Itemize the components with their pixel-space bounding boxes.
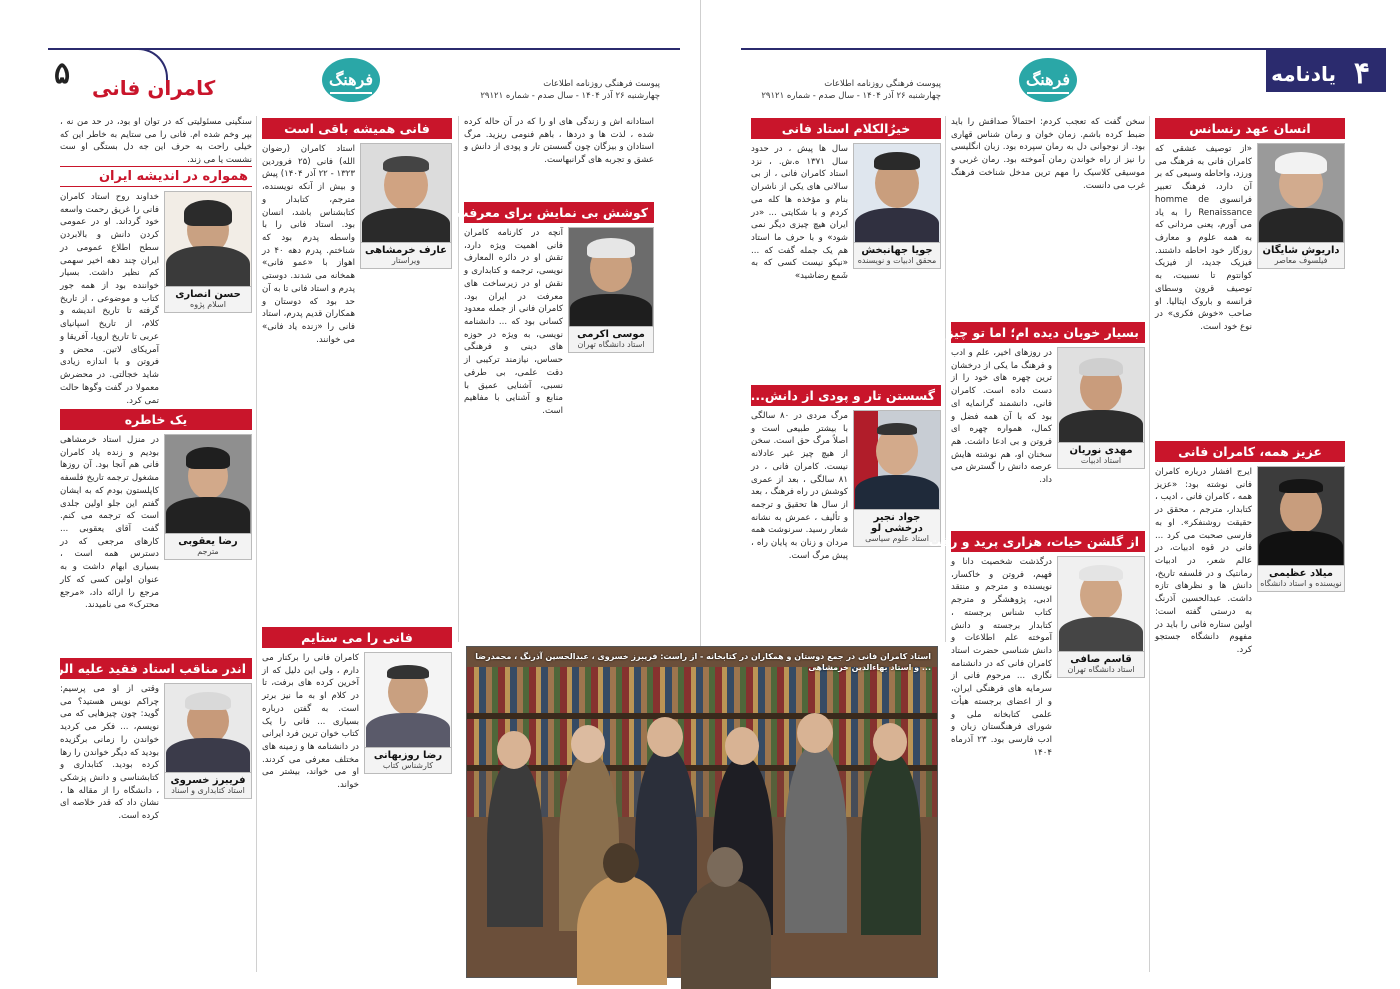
- issue-line-2: چهارشنبه ۲۶ آذر ۱۴۰۴ - سال صدم - شماره ۲۹۱۲۱: [480, 91, 660, 102]
- portrait-photo: [853, 410, 941, 510]
- portrait-caption: [1057, 443, 1145, 469]
- person-name: رضا یعقوبی: [178, 536, 238, 547]
- article-title: فانی را می ستایم: [262, 627, 452, 648]
- col2-intro: سخن گفت که تعجب کردم: احتمالاً صداقش را باید ضبط کرده باشم. زمان خوان و رمان شناس قهاری بود. از نوجوانی دل به رمان سپرده بود. زبان انگلیسی را نیز از راه خواندن رمان آموخته بود. رمان غربی و موسیقی کلاسیک را مهم ترین مدخل شناخت فرهنگ غرب می دانست.: [951, 117, 1145, 191]
- person-name: حسن انصاری: [175, 289, 241, 300]
- col3-intro: استادانه اش و زندگی های او را که در آن حاله کرده شده ، لذت ها و دردها ، باهم فنومی ریزید. مرگ استادان و بیزگان چون گسستن تار و پودی از دانش و عشق و تجربه های گرانبهاست.: [464, 117, 654, 166]
- person-role: ویراستار: [391, 256, 421, 265]
- article-title: اندر مناقب استاد فقید علیه الرحمه...: [60, 658, 252, 679]
- portrait-caption: [164, 773, 252, 799]
- col1-intro: سنگینی مسئولیتی که در توان او بود، در حد من نه ، بپر وخم شده ام. فانی را می ستایم به خاطر این که خیلی راحت به حرف این جه دل بستگی او ست نشست یا می زند.: [60, 117, 252, 166]
- right-column-2: [898, 116, 1145, 766]
- portrait-caption: [568, 327, 654, 353]
- person-name: رضا روزبهانی: [373, 750, 443, 761]
- person-role: استاد کتابداری و اسناد: [171, 786, 245, 795]
- article-body: کامران فانی را برکنار می دارم ، ولی این دلیل که از آخرین کرده های برفت، تا در کلام او به ما نیز برتر است. به گفتن درباره بسیاری ... فانی را یک کتاب خوان ترین فرد ایرانی در دانشنامه ها و زمینه های مختلف معرفی می کردند. او می خواند، بیشتر می خواند.: [262, 653, 359, 791]
- article-body: خداوند روح استاد کامران فانی را غریق رحمت واسعه خود گرداند. او در عمومی کردن دانش و بالابردن سطح اطلاع عمومی در ایران چند دهه اخیر سهمی کم نظیر داشت. بسیار خواننده بود از همه جور کتاب و موضوعی ، از تاریخ گرفته تا تاریخ اندیشه و کلام، از تاریخ اسپانیای عربی تا تاریخ اروپا، آفریقا و آمریکای لاتین. محض و فروتن و با اندازه زیادی شاید خجالتی. در محضرش معمولا در گفت وگوها حالت تمی کرد.: [60, 192, 159, 406]
- portrait-caption: [164, 287, 252, 313]
- article-title: عزیز همه، کامران فانی: [1155, 441, 1345, 462]
- portrait-caption: [1257, 566, 1345, 592]
- column-separator: [1149, 116, 1150, 972]
- right-column-3: [751, 118, 941, 624]
- person-role: استاد ادبیات: [1080, 456, 1122, 465]
- photo-caption: استاد کامران فانی در جمع دوستان و همکاران در کتابخانه - از راست: فریبرز خسروی ، عبدالحسین آذرنگ ، محمدرضا ... و استاد بهاءالدین خرمشاهی: [475, 652, 931, 673]
- portrait-caption: [1057, 652, 1145, 678]
- portrait-photo: [164, 434, 252, 534]
- person-name: موسی اکرمی: [577, 329, 645, 340]
- portrait-photo: [164, 683, 252, 773]
- section-title: کامران فانی: [92, 76, 216, 100]
- issue-info: [751, 78, 941, 103]
- section-title: یادنامه: [1271, 62, 1336, 86]
- right-column-1: [1155, 118, 1345, 956]
- issue-line-1: پیوست فرهنگی روزنامه اطلاعات: [824, 79, 941, 89]
- portrait-caption: [164, 534, 252, 560]
- issue-line-1: پیوست فرهنگی روزنامه اطلاعات: [543, 79, 660, 89]
- article-title: همواره در اندیشه ایران: [60, 166, 252, 187]
- article-title: بسیار خوبان دیده ام؛ اما تو چیز دیگری!: [951, 322, 1145, 343]
- portrait-photo: [164, 191, 252, 287]
- article-body: استاد کامران (رضوان الله) فانی (۲۵ فروردین ۱۳۲۳ - ۲۲ آذر ۱۴۰۴) پیش و بیش از آنکه نویسنده، مترجم، کتابدار و کتابشناس باشد، انسان بود. استاد فانی را با واسطه پدرم بود که شناختم. پدرم دهه ۴۰ در اهواز با «عمو فانی» همخانه می شدند. دوستی پدرم و استاد فانی تا به آن حد بود که دوستان و همکاران قدیم پدرم، استاد فانی را «زنده یاد فانی» می خوانند.: [262, 144, 355, 345]
- column-separator: [945, 116, 946, 642]
- article-body: در منزل استاد خرمشاهی بودیم و زنده یاد کامران فانی هم آنجا بود. آن روزها مشغول ترجمه تاریخ فلسفه کاپلستون بودم که به ایشان گفتم این جلو اولین جلدی است که ترجمه می کنم. گفت آقای یعقوبی ... کارهای مرجعی که در دسترس همه است ، بسیاری ابهام داشت و به عنوان اولین کسی که کار مرجع را ارائه داد، «مرجع محترک» می نامیدند.: [60, 435, 159, 611]
- portrait-photo: [1257, 466, 1345, 566]
- article-title: خیرُالکلام استاد فانی: [751, 118, 941, 139]
- person-name: جواد نجیر درخشی لو: [871, 512, 923, 534]
- person-role: استاد دانشگاه تهران: [1067, 665, 1135, 674]
- person-name: فریبرز خسروی: [170, 775, 246, 786]
- portrait-photo: [364, 652, 452, 748]
- article-body: در روزهای اخیر، علم و ادب و فرهنگ ما یکی از درخشان ترین چهره های خود را از دست داده است. کامران فانی، دانشمند گرانمایه ای بود که با آن همه فضل و کمال، همواره چهره ای فروتن و بی ادعا داشت. هم سخنان او، هم نوشته هایش عرصه دانش را گسترش می داد.: [951, 348, 1052, 486]
- portrait-photo: [1057, 556, 1145, 652]
- article-body: ایرج افشار درباره کامران فانی نوشته بود: «عزیز همه ، کامران فانی ، ادیب ، کتابدار، مترجم ، محقق در حقیقت روشنفکر». او به فارسی صحبت می کرد ... فانی در قوه ادبیات، در عالم شعر، در ادبیات رمانتیک و در فلسفه تاریخ، دانش ها و نظرهای تازه داشت. عبدالحسین آذرنگ به درستی گفته است: اولین ستاره فانی را باید در مفهوم دانشگاه جستجو کرد.: [1155, 467, 1252, 656]
- portrait-caption: [853, 510, 941, 547]
- person-role: استاد دانشگاه تهران: [577, 340, 645, 349]
- person-role: مترجم: [197, 547, 219, 556]
- portrait-photo: [1057, 347, 1145, 443]
- portrait-caption: [364, 748, 452, 774]
- left-column-3: [455, 116, 654, 637]
- article-body: وقتی از او می پرسیم: چراکم نویس هستید؟ می گوید: چون چیزهایی که می نویسم، ... فکر می کردید خواندن را زمانی برگزیده بودید که دیگر خواندن را رها کرده بودید. کتابداری و کتابشناسی و دانش پزشکی ، دانشگاه را از مقاله ها ، نشان داد که قدر خلاصه ای کرده است.: [60, 684, 159, 822]
- article-body: «از توصیف عشقی که کامران فانی به فرهنگ می ورزد، واحاطه وسیعی که بر آن دارد، فرهنگ تعبیر فرانسوی homme de Renaissance را به یاد می آورم، یعنی مردانی که به همه علوم و معارف روزگار خود احاطه داشتند. فیزیک جدید، از فیزیک کوانتوم تا نسبیت، به توصیف قرون وسطای فرانسه و باروک ایتالیا. او صاحب «خوش فکری» در نوع خود است.: [1155, 144, 1252, 333]
- farhang-logo: فرهنگ: [322, 58, 380, 102]
- group-photo: [466, 646, 938, 978]
- person-role: استاد علوم سیاسی: [865, 534, 929, 543]
- person-role: کارشناس کتاب: [382, 761, 434, 770]
- article-body: مرگ مردی در ۸۰ سالگی با بیشتر طبیعی است و اصلاً مرگ حق است. سخن از هیچ چیز غیر عادلانه نیست. کامران فانی ، در ۸۱ سالگی ، بعد از عمری کوشش در راه فرهنگ ، بعد از سال ها تحقیق و ترجمه و تألیف ، عمرش به نشانه شعار رسید. سرنوشت همه مردان و زنان به پایان راه ، پیش مرگ است.: [751, 411, 849, 561]
- person-name: مهدی نوریان: [1069, 445, 1133, 456]
- person-role: نویسنده و استاد دانشگاه: [1260, 579, 1342, 588]
- article-title: فانی همیشه باقی است: [262, 118, 452, 139]
- page-number: ۵: [54, 56, 71, 91]
- article-title: گسستن تار و پودی از دانش...: [751, 385, 941, 406]
- column-separator: [458, 116, 459, 642]
- article-title: یک خاطره: [60, 409, 252, 430]
- farhang-logo: فرهنگ: [1019, 58, 1077, 102]
- portrait-photo: [568, 227, 654, 327]
- article-body: سال ها پیش ، در حدود سال ۱۳۷۱ ه.ش. ، نزد استاد کامران فانی ، از بی سالانی های یکی از ناشران بنام و مؤخذه ها کله می کردم و با شکایتی ... «در ایران هیچ چیزی دیگر نمی شود» و با حرف ما استاد هم یک جمله گفت که ... «نیکو نیست کسی که به شَمع رضاشید»: [751, 144, 849, 282]
- portrait-photo: [1257, 143, 1345, 243]
- portrait-photo: [853, 143, 941, 243]
- person-role: اسلام پژوه: [190, 300, 226, 309]
- issue-info: [470, 78, 660, 103]
- column-separator: [256, 116, 257, 972]
- left-column-2: [262, 118, 452, 972]
- person-name: داریوش شایگان: [1262, 245, 1340, 256]
- article-title: انسان عهد رنسانس: [1155, 118, 1345, 139]
- portrait-photo: [360, 143, 452, 243]
- person-name: قاسم صافی: [1070, 654, 1132, 665]
- person-name: میلاد عظیمی: [1269, 568, 1333, 579]
- article-body: درگذشت شخصیت دانا و فهیم، فروتن و خاکسار، نویسنده و مترجم و منتقد ادبی، پژوهشگر و مترجم کتاب شناس برجسته ، کتابدار برجسته و دانش آموخته علم اطلاعات و دانش شناسی حضرت استاد کامران فانی که در دانشنامه نگاری ... مرحوم فانی از سرمایه های فرهنگی ایران، و از اعضای برجسته هیأت علمی کتابخانه ملی و شورای فرهنگستان زبان و ادب فارسی بود. ۲۳ آذرماه ۱۴۰۴: [951, 557, 1052, 758]
- article-title: کوشش بی نمایش برای معرفت: [464, 202, 654, 223]
- person-name: جویا جهانبخش: [861, 245, 933, 256]
- page-number: ۴: [1353, 56, 1370, 91]
- left-column-1: [17, 116, 252, 871]
- person-role: فیلسوف معاصر: [1274, 256, 1328, 265]
- portrait-caption: [1257, 243, 1345, 269]
- article-title: از گلشن حیات، هزاری پرید و رفت: [951, 531, 1145, 552]
- person-name: عارف خرمشاهی: [364, 245, 448, 256]
- article-body: آنچه در کارنامه کامران فانی اهمیت ویژه دارد، تقش او در دائره المعارف نویسی، ترجمه و کتابداری و نقش او در زیرساخت های معرفت در ایران بود. کامران فانی از جمله معدود کسانی بود که ... دانشنامه نویسی، به ویژه در حوزه های دینی و فرهنگی حساس، نیازمند ترکیبی از دقت علمی، بی طرفی نسبی، آشنایی عمیق با منابع و آشنایی با مفاهیم است.: [464, 228, 563, 417]
- issue-line-2: چهارشنبه ۲۶ آذر ۱۴۰۴ - سال صدم - شماره ۲۹۱۲۱: [761, 91, 941, 102]
- portrait-caption: [360, 243, 452, 269]
- person-role: محقق ادبیات و نویسنده: [857, 256, 937, 265]
- portrait-caption: [853, 243, 941, 269]
